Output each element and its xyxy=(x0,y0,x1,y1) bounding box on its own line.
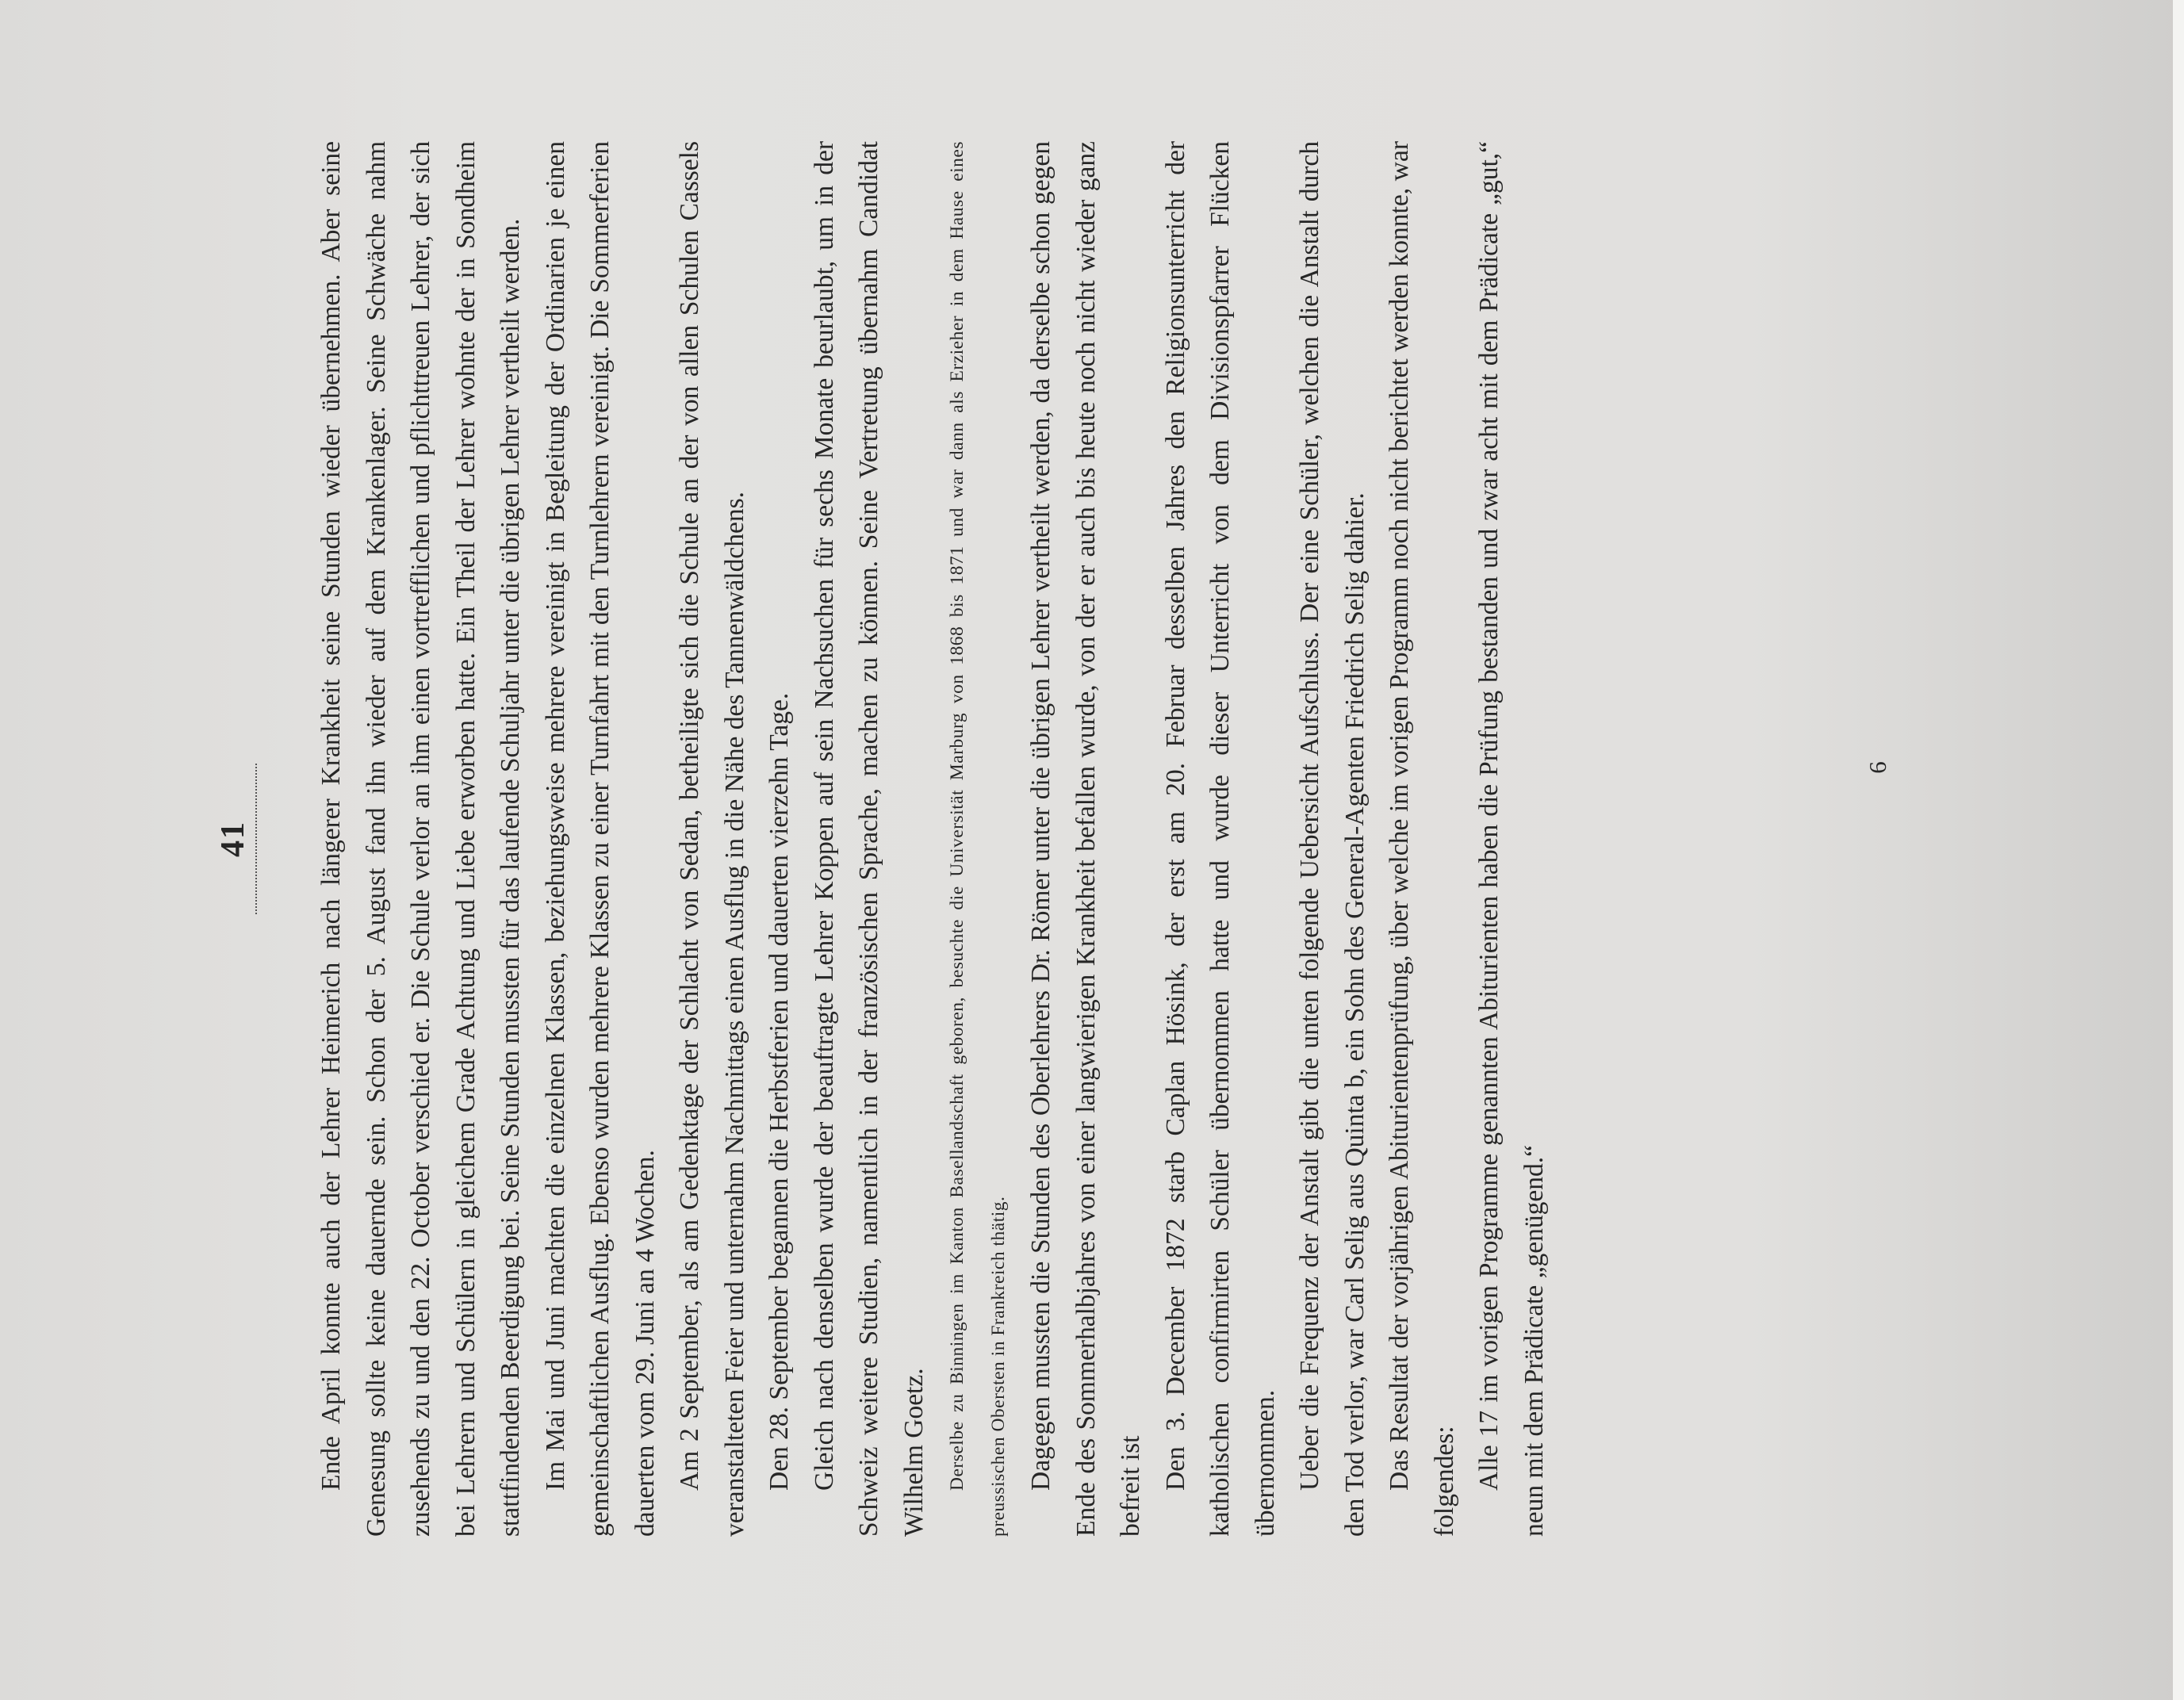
sheet-signature: 6 xyxy=(1864,761,1891,774)
paragraph: Alle 17 im vorigen Programme genannten Abiturienten haben die Prüfung bestanden und zwar acht mit dem Prädicate „gut,“ neun mit dem Prädicate „genügend.“ xyxy=(1474,141,1549,1537)
footnote-paragraph: Derselbe zu Binningen im Kanton Basellandschaft geboren, besuchte die Universität Marburg von 1868 bis 1871 und war dann als Erzieher in dem Hause eines preussischen Obersten in Frankreich thätig. xyxy=(947,141,1009,1537)
paragraph: Gleich nach denselben wurde der beauftragte Lehrer Koppen auf sein Nachsuchen für sechs Monate beurlaubt, um in der Schweiz weitere Studien, namentlich in der französischen Sprache, machen zu können. Seine Vertretung übernahm Candidat Wilhelm Goetz. xyxy=(809,141,929,1537)
paragraph: Das Resultat der vorjährigen Abiturientenprüfung, über welche im vorigen Programm noch nicht berichtet werden konnte, war folgendes: xyxy=(1385,141,1459,1537)
page-number-rule xyxy=(255,764,257,914)
paper-edge xyxy=(2173,0,2184,1700)
paragraph: Am 2 September, als am Gedenktage der Schlacht von Sedan, betheiligte sich die Schule an der von allen Schulen Cassels veranstalteten Feier und unternahm Nachmittags einen Ausflug in die Nähe des Tannenwäldchens. xyxy=(675,141,749,1537)
paragraph: Ende April konnte auch der Lehrer Heimerich nach längerer Krankheit seine Stunden wieder übernehmen. Aber seine Genesung sollte keine dauernde sein. Schon der 5. August fand ihn wieder auf dem Krankenlager. Seine Schwäche nahm zusehends zu und den 22. October verschied er. Die Schule verlor an ihm einen vortrefflichen und pflichttreuen Lehrer, der sich bei Lehrern und Schülern in gleichem Grade Achtung und Liebe erworben hatte. Ein Theil der Lehrer wohnte der in Sondheim stattfindenden Beerdigung bei. Seine Stunden mussten für das laufende Schuljahr unter die übrigen Lehrer vertheilt werden. xyxy=(316,141,525,1537)
paragraph: Dagegen mussten die Stunden des Oberlehrers Dr. Römer unter die übrigen Lehrer vertheilt werden, da derselbe schon gegen Ende des Sommerhalbjahres von einer langwierigen Krankheit befallen wurde, von der er auch bis heute noch nicht wieder ganz befreit ist xyxy=(1026,141,1145,1537)
paragraph: Den 28. September begannen die Herbstferien und dauerten vierzehn Tage. xyxy=(764,692,794,1491)
paragraph: Den 3. December 1872 starb Caplan Hösink, der erst am 20. Februar desselben Jahres den Religionsunterricht der katholischen confirmirten Schüler übernommen hatte und wurde dieser Unterricht von dem Divisionspfarrer Flücken übernommen. xyxy=(1160,141,1280,1537)
paragraph: Ueber die Frequenz der Anstalt gibt die unten folgende Uebersicht Aufschluss. Der eine Schüler, welchen die Anstalt durch den Tod verlor, war Carl Selig aus Quinta b, ein Sohn des General-Agenten Friedrich Selig dahier. xyxy=(1295,141,1370,1537)
page-body xyxy=(309,141,1557,1537)
paragraph: Im Mai und Juni machten die einzelnen Klassen, beziehungsweise mehrere vereinigt in Begleitung der Ordinarien je einen gemeinschaftlichen Ausflug. Ebenso wurden mehrere Klassen zu einer Turnfahrt mit den Turnlehrern vereinigt. Die Sommerferien dauerten vom 29. Juni an 4 Wochen. xyxy=(540,141,660,1537)
rotated-page xyxy=(214,94,2062,1584)
page-number: 41 xyxy=(215,821,251,857)
